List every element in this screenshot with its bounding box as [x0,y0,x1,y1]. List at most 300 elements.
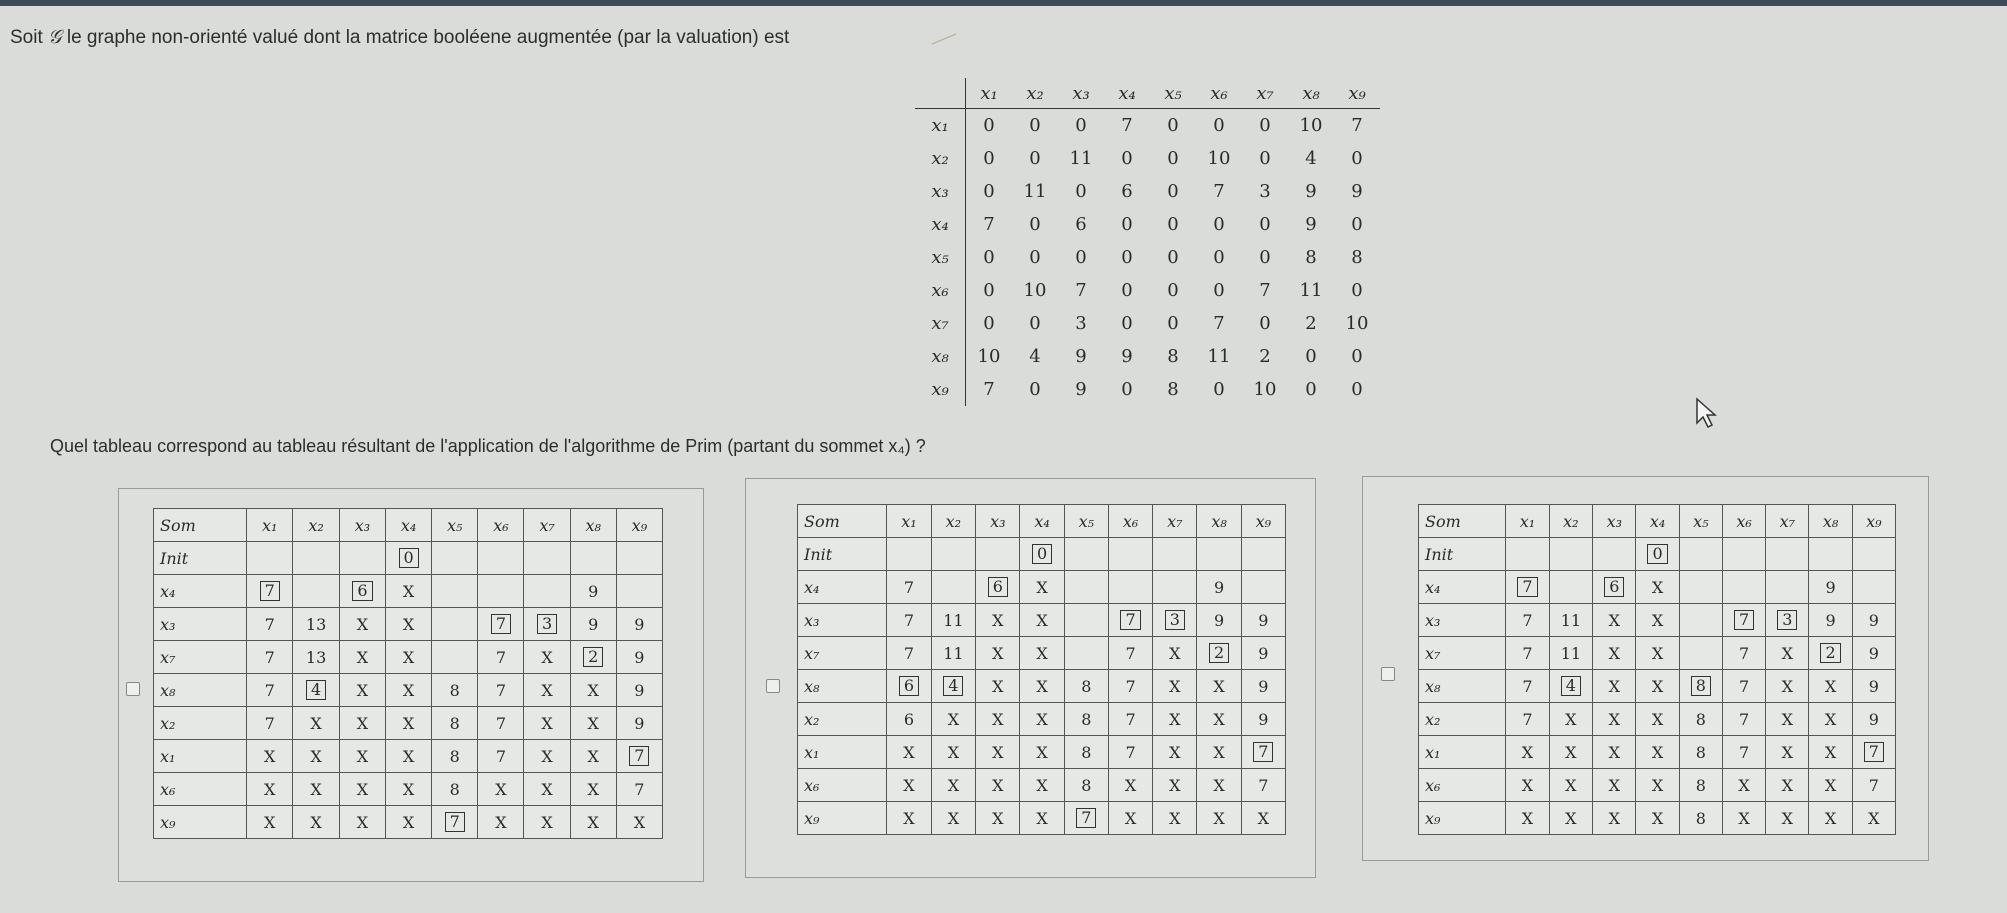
prim-cell: X [247,740,293,773]
prim-cell: 8 [1064,670,1108,703]
prim-cell: X [1549,736,1593,769]
prim-cell [293,575,340,608]
selected-value-box: 6 [1604,577,1624,597]
answer-radio-3[interactable] [1381,667,1395,681]
prim-cell: X [524,641,570,674]
matrix-row [915,175,1380,208]
matrix-cell: 0 [1029,115,1041,136]
prim-row-label: x₉ [154,806,247,839]
prim-row [154,608,663,641]
prim-cell: 7 [247,707,293,740]
prim-cell: X [1809,769,1852,802]
selected-value-box: 7 [260,581,280,601]
prim-cell: 9 [1852,670,1895,703]
prim-cell: X [976,802,1020,835]
matrix-cell: 0 [1167,115,1179,136]
prim-cell: 7 [1852,769,1895,802]
matrix-cell: 0 [1167,247,1179,268]
prim-cell: X [1506,736,1549,769]
prim-cell: 7 [1506,703,1549,736]
matrix-cell: 7 [1351,115,1363,136]
prim-cell: 7 [478,641,524,674]
prim-row-label: x₁ [154,740,247,773]
prim-cell: 7 [478,707,524,740]
prim-cell [339,542,385,575]
prim-row [154,707,663,740]
prim-cell: X [1549,769,1593,802]
prim-cell: 7 [616,773,662,806]
prim-cell: X [1020,736,1064,769]
prim-cell: X [570,707,616,740]
prim-cell: X [1593,670,1636,703]
prim-cell [1108,571,1152,604]
matrix-cell: 0 [1121,247,1133,268]
pen-mark-icon [930,32,960,46]
prim-cell: 9 [1852,703,1895,736]
prim-cell: X [1636,604,1679,637]
matrix-cell: 0 [1121,214,1133,235]
prim-cell: X [1153,637,1197,670]
prim-cell: X [1766,670,1809,703]
prim-table-option-1 [153,508,663,839]
selected-value-box: 6 [352,581,372,601]
matrix-col-header: x₆ [1196,78,1242,109]
matrix-cell: 0 [1167,181,1179,202]
prim-cell [1064,802,1108,835]
prim-cell: X [1636,802,1679,835]
prim-cell: 9 [616,707,662,740]
prim-row [154,806,663,839]
prim-col-header: x₅ [432,509,478,542]
matrix-cell: 0 [1121,280,1133,301]
matrix-cell: 0 [1351,214,1363,235]
prim-cell [1153,571,1197,604]
prim-cell: X [386,641,432,674]
prim-cell: 7 [1506,670,1549,703]
prim-row-label: x₇ [154,641,247,674]
prim-cell [1064,538,1108,571]
matrix-cell: 10 [1299,115,1323,136]
prim-row [1419,802,1896,835]
prim-cell: X [887,736,931,769]
prim-cell [524,608,570,641]
matrix-cell: 9 [1351,181,1363,202]
prim-col-header: x₆ [1108,505,1152,538]
matrix-cell: 0 [1167,313,1179,334]
selected-value-box: 7 [491,614,511,634]
prim-cell: X [386,674,432,707]
prim-cell: X [976,736,1020,769]
matrix-col-header: x₃ [1058,78,1104,109]
matrix-cell: 0 [1075,181,1087,202]
prim-row-label: x₈ [1419,670,1506,703]
prim-cell [1197,637,1241,670]
prim-row-label: x₁ [1419,736,1506,769]
matrix-cell: 0 [983,181,995,202]
prim-cell: 9 [1241,637,1285,670]
matrix-cell: 0 [1075,247,1087,268]
prim-cell [570,641,616,674]
matrix-cell: 2 [1259,346,1271,367]
prim-cell [1506,538,1549,571]
matrix-col-header: x₅ [1150,78,1196,109]
matrix-cell: 0 [1259,214,1271,235]
prim-cell [616,575,662,608]
prim-cell [1679,538,1722,571]
prim-cell: X [386,575,432,608]
selected-value-box: 4 [306,680,326,700]
prim-cell [1722,571,1765,604]
matrix-cell: 0 [1213,247,1225,268]
prim-cell: X [976,637,1020,670]
matrix-cell: 0 [1213,379,1225,400]
matrix-row-header: x₉ [915,373,966,406]
prim-cell: 9 [1241,703,1285,736]
prim-col-header: x₂ [293,509,340,542]
answer-radio-2[interactable] [766,679,780,693]
matrix-cell: 9 [1075,379,1087,400]
matrix-row-header: x₇ [915,307,966,340]
prim-cell: X [524,740,570,773]
prim-cell [1766,571,1809,604]
prim-row [798,604,1286,637]
matrix-cell: 8 [1351,247,1363,268]
prim-cell [931,670,976,703]
prim-cell: X [339,674,385,707]
prim-cell: X [1593,703,1636,736]
prim-cell: X [1636,769,1679,802]
prim-cell [1064,604,1108,637]
matrix-cell: 11 [1207,346,1231,367]
prim-cell: 9 [616,641,662,674]
prim-cell: X [1197,703,1241,736]
answer-radio-1[interactable] [126,682,140,696]
prim-cell: X [293,707,340,740]
prim-col-header: x₂ [931,505,976,538]
prim-cell: 7 [1108,703,1152,736]
matrix-row [915,307,1380,340]
selected-value-box: 3 [1165,610,1185,630]
prim-cell [524,542,570,575]
prim-cell: 7 [478,740,524,773]
prim-cell [1549,670,1593,703]
prim-cell [1766,538,1809,571]
prim-cell: 9 [616,608,662,641]
matrix-cell: 10 [977,346,1001,367]
prim-cell: X [478,806,524,839]
selected-value-box: 2 [1820,643,1840,663]
prim-cell: 8 [1679,703,1722,736]
selected-value-box: 7 [1864,742,1884,762]
matrix-cell: 3 [1259,181,1271,202]
matrix-cell: 0 [1029,148,1041,169]
prim-cell [1679,604,1722,637]
matrix-cell: 0 [983,280,995,301]
prim-cell: 8 [432,773,478,806]
prim-cell [1108,538,1152,571]
prim-cell [1722,604,1765,637]
prim-cell: X [1020,703,1064,736]
prim-cell: X [1020,571,1064,604]
prim-cell: X [1506,769,1549,802]
selected-value-box: 7 [445,812,465,832]
prim-cell [1197,538,1241,571]
matrix-cell: 4 [1029,346,1041,367]
mouse-pointer-icon [1695,397,1721,429]
prim-cell [1506,571,1549,604]
prim-cell: 7 [1722,637,1765,670]
prim-cell: X [1153,802,1197,835]
prim-cell [887,538,931,571]
prim-cell [1766,604,1809,637]
prim-row-label: x₈ [154,674,247,707]
prim-cell: X [1108,802,1152,835]
selected-value-box: 0 [1647,544,1667,564]
prim-cell: X [570,806,616,839]
prim-row-label: x₁ [798,736,887,769]
prim-cell: 7 [1722,703,1765,736]
matrix-cell: 7 [1213,181,1225,202]
selected-value-box: 7 [1253,742,1273,762]
prim-cell: X [887,802,931,835]
selected-value-box: 3 [537,614,557,634]
prim-row-label: x₄ [1419,571,1506,604]
selected-value-box: 8 [1691,676,1711,696]
prim-cell: 7 [1241,769,1285,802]
prim-cell: 9 [570,575,616,608]
prim-cell: X [1766,703,1809,736]
prim-cell [1852,538,1895,571]
matrix-col-header: x₈ [1288,78,1334,109]
matrix-cell: 0 [983,148,995,169]
prim-cell: 8 [1064,736,1108,769]
matrix-row-header: x₂ [915,142,966,175]
prim-cell: X [976,703,1020,736]
matrix-cell: 0 [1029,379,1041,400]
prim-cell: X [1549,703,1593,736]
prim-cell [478,542,524,575]
prim-col-header: x₈ [570,509,616,542]
matrix-cell: 0 [1121,148,1133,169]
prim-cell [976,571,1020,604]
prim-cell: 9 [1241,604,1285,637]
matrix-cell: 10 [1253,379,1277,400]
prim-cell: 13 [293,608,340,641]
prim-row [798,703,1286,736]
selected-value-box: 7 [1120,610,1140,630]
prim-cell [247,575,293,608]
prim-row [1419,604,1896,637]
prim-cell: X [1766,769,1809,802]
prim-cell: X [1766,802,1809,835]
prim-col-header: x₇ [1153,505,1197,538]
prim-cell [1593,571,1636,604]
prim-col-header: x₉ [1852,505,1895,538]
prim-cell [1679,571,1722,604]
matrix-cell: 7 [1075,280,1087,301]
prim-cell: X [1020,670,1064,703]
prim-cell: 11 [1549,637,1593,670]
prim-cell [1241,571,1285,604]
prim-cell: X [931,802,976,835]
prim-cell: X [1020,769,1064,802]
prim-cell [432,575,478,608]
prim-cell: X [339,740,385,773]
prim-cell [432,806,478,839]
prim-row-label: x₃ [1419,604,1506,637]
prim-cell [1852,571,1895,604]
matrix-cell: 0 [1259,313,1271,334]
matrix-cell: 0 [1351,346,1363,367]
prim-row-label: x₇ [1419,637,1506,670]
prim-cell: X [1852,802,1895,835]
prim-cell: X [1020,802,1064,835]
prim-cell [1064,637,1108,670]
matrix-cell: 8 [1305,247,1317,268]
prim-col-header: x₈ [1197,505,1241,538]
matrix-cell: 11 [1023,181,1047,202]
prim-cell: 7 [1506,637,1549,670]
prim-row [1419,571,1896,604]
prim-col-header: x₃ [339,509,385,542]
prim-row [154,542,663,575]
prim-cell: X [524,773,570,806]
prim-cell: X [1153,670,1197,703]
prim-row-label: x₇ [798,637,887,670]
prim-cell: 8 [1679,736,1722,769]
prim-cell: 9 [1809,571,1852,604]
adjacency-matrix [915,78,1380,406]
prim-row [1419,703,1896,736]
prim-col-header: x₉ [616,509,662,542]
prim-cell: X [1153,736,1197,769]
matrix-cell: 0 [1029,214,1041,235]
prim-row-label: Init [1419,538,1506,571]
prim-cell: X [339,608,385,641]
prim-cell: 8 [432,707,478,740]
prim-cell [931,538,976,571]
matrix-row-header: x₆ [915,274,966,307]
prim-row-label: x₈ [798,670,887,703]
prim-cell: 7 [247,674,293,707]
prim-row-label: Init [154,542,247,575]
prim-row-label: x₄ [798,571,887,604]
prim-cell: X [524,674,570,707]
prim-cell: X [339,806,385,839]
prim-cell: X [1197,736,1241,769]
prim-cell: X [931,736,976,769]
top-bar [0,0,2007,6]
prim-col-header: x₄ [1636,505,1679,538]
matrix-cell: 0 [1167,214,1179,235]
prim-row [798,538,1286,571]
prim-row [798,571,1286,604]
question-text: Quel tableau correspond au tableau résultant de l'application de l'algorithme de Prim (partant du sommet x₄) ? [50,436,926,456]
prim-som-header: Som [154,509,247,542]
prim-cell: X [1197,802,1241,835]
prim-cell [432,608,478,641]
matrix-cell: 0 [1167,280,1179,301]
prim-col-header: x₁ [887,505,931,538]
prim-cell: X [386,806,432,839]
prim-row [154,641,663,674]
prim-row [1419,670,1896,703]
prim-cell: X [1153,703,1197,736]
selected-value-box: 2 [1209,643,1229,663]
prim-cell: X [293,773,340,806]
prim-col-header: x₄ [386,509,432,542]
prim-header-row [798,505,1286,538]
prim-cell [1108,604,1152,637]
prim-cell [1636,538,1679,571]
prim-row-label: x₂ [798,703,887,736]
matrix-cell: 0 [1305,379,1317,400]
matrix-row [915,274,1380,307]
prim-row [154,773,663,806]
matrix-cell: 0 [1029,313,1041,334]
prim-cell: X [1593,769,1636,802]
matrix-corner [915,78,966,109]
matrix-row [915,208,1380,241]
prim-col-header: x₁ [1506,505,1549,538]
prim-cell [1722,538,1765,571]
prim-cell: 8 [1679,769,1722,802]
prim-cell: 9 [570,608,616,641]
matrix-row-header: x₃ [915,175,966,208]
matrix-cell: 0 [983,313,995,334]
prim-col-header: x₆ [478,509,524,542]
prim-row [798,670,1286,703]
prim-row [1419,736,1896,769]
prim-row-label: x₆ [798,769,887,802]
prim-cell: X [1020,637,1064,670]
prim-cell: 7 [247,641,293,674]
prim-cell: X [339,707,385,740]
matrix-col-header: x₄ [1104,78,1150,109]
prim-cell: 8 [1064,703,1108,736]
matrix-cell: 9 [1121,346,1133,367]
prim-row [154,740,663,773]
prim-cell: X [1636,571,1679,604]
prim-cell: X [524,707,570,740]
matrix-row-header: x₁ [915,109,966,143]
prim-cell [524,575,570,608]
prim-cell: 8 [1064,769,1108,802]
prim-cell: 9 [1197,571,1241,604]
matrix-cell: 6 [1121,181,1133,202]
prim-row-label: x₉ [798,802,887,835]
matrix-cell: 0 [1259,115,1271,136]
matrix-cell: 0 [1259,148,1271,169]
prim-row-label: x₆ [1419,769,1506,802]
matrix-cell: 7 [983,379,995,400]
matrix-row-header: x₅ [915,241,966,274]
prim-cell: X [1506,802,1549,835]
prim-cell: X [386,707,432,740]
selected-value-box: 4 [1561,676,1581,696]
prim-row [1419,538,1896,571]
prim-cell: X [1809,703,1852,736]
prim-cell: X [887,769,931,802]
matrix-cell: 10 [1345,313,1369,334]
prim-cell: X [247,773,293,806]
prim-cell: X [1722,769,1765,802]
prim-cell: 9 [1809,604,1852,637]
prim-cell [1549,571,1593,604]
prim-cell: X [1809,802,1852,835]
selected-value-box: 7 [629,746,649,766]
matrix-cell: 0 [1259,247,1271,268]
